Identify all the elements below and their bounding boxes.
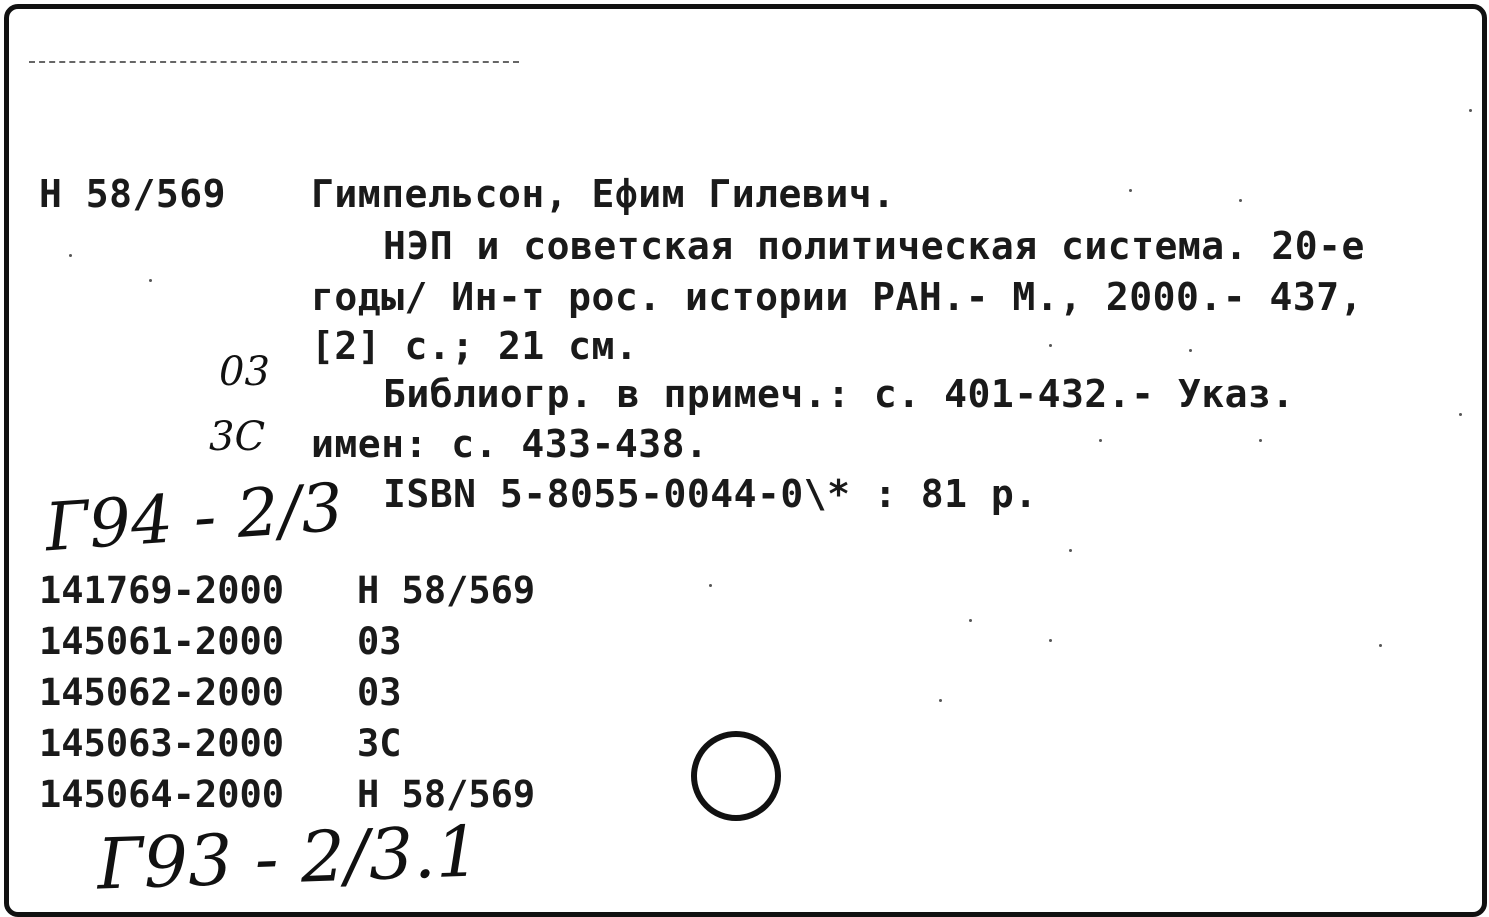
speck: [1049, 344, 1052, 347]
handwritten-mark-3c: 3С: [209, 414, 266, 460]
holding-location: 3С: [357, 722, 402, 765]
holding-row: [39, 667, 535, 718]
handwritten-mark-03: 03: [219, 349, 270, 395]
speck: [1239, 199, 1242, 202]
speck: [709, 584, 712, 587]
inventory-number: 145063-2000: [39, 722, 285, 765]
inventory-number: 145061-2000: [39, 620, 285, 663]
speck: [1189, 349, 1192, 352]
speck: [1099, 439, 1102, 442]
holding-location: Н 58/569: [357, 773, 536, 816]
isbn-price: ISBN 5-8055-0044-0\* : 81 р.: [383, 472, 1038, 516]
speck: [1069, 549, 1072, 552]
speck: [939, 699, 942, 702]
title-line-3: [2] с.; 21 см.: [311, 324, 639, 368]
handwritten-classification-2: Г93 - 2/3.1: [95, 810, 482, 906]
speck: [149, 279, 152, 282]
holdings-list: [39, 565, 535, 820]
speck: [969, 619, 972, 622]
speck: [1259, 439, 1262, 442]
holding-location: 03: [357, 671, 402, 714]
top-dashed-rule: [29, 61, 519, 63]
catalog-card: [4, 4, 1487, 917]
inventory-number: 141769-2000: [39, 569, 285, 612]
handwritten-classification-1: Г94 - 2/3: [42, 468, 346, 567]
holding-row: [39, 718, 535, 769]
inventory-number: 145064-2000: [39, 773, 285, 816]
holding-row: [39, 565, 535, 616]
speck: [1049, 639, 1052, 642]
holding-location: Н 58/569: [357, 569, 536, 612]
speck: [1469, 109, 1472, 112]
notes-line-1: Библиогр. в примеч.: с. 401-432.- Указ.: [383, 372, 1295, 416]
notes-line-2: имен: с. 433-438.: [311, 422, 709, 466]
speck: [1129, 189, 1132, 192]
speck: [1459, 413, 1462, 416]
speck: [1379, 644, 1382, 647]
inventory-number: 145062-2000: [39, 671, 285, 714]
shelf-mark: Н 58/569: [39, 172, 227, 216]
author-heading: Гимпельсон, Ефим Гилевич.: [311, 172, 896, 216]
title-line-2: годы/ Ин-т рос. истории РАН.- М., 2000.- 437,: [311, 275, 1364, 319]
circle-mark-icon: [691, 731, 781, 821]
title-line-1: НЭП и советская политическая система. 20-е: [383, 224, 1365, 268]
holding-row: [39, 769, 535, 820]
holding-row: [39, 616, 535, 667]
holding-location: 03: [357, 620, 402, 663]
speck: [69, 254, 72, 257]
